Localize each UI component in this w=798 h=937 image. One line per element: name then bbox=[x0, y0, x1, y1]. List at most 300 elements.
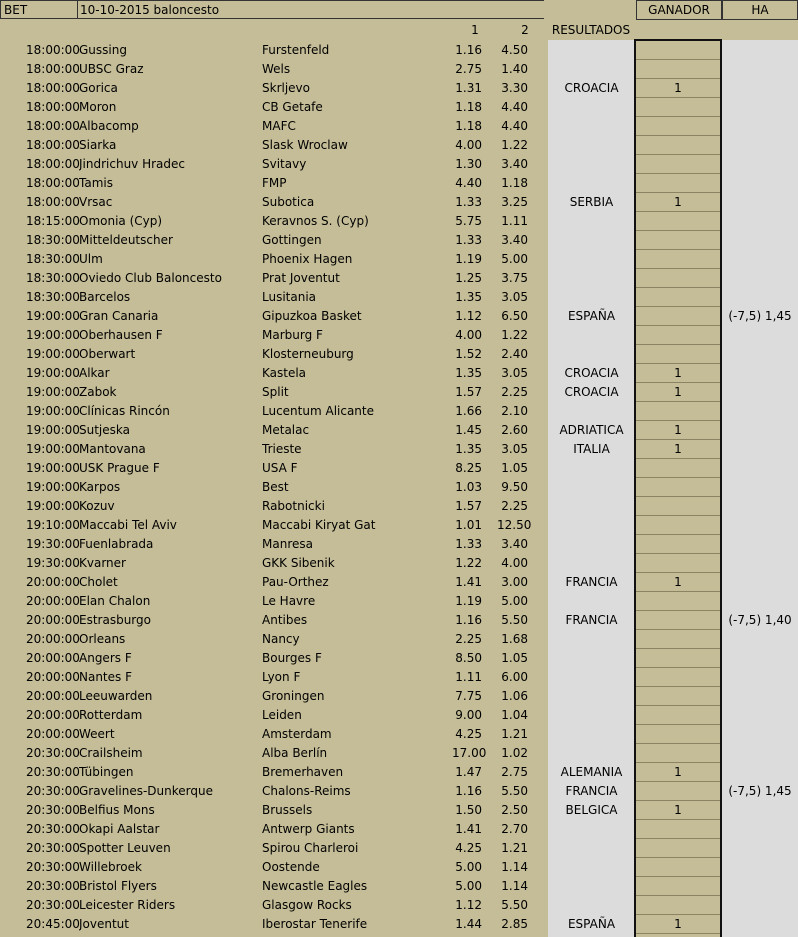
away-team-cell[interactable]: Slask Wroclaw bbox=[262, 138, 348, 152]
away-team-cell[interactable]: Antwerp Giants bbox=[262, 822, 355, 836]
home-team-cell[interactable]: Karpos bbox=[79, 480, 121, 494]
resultado-cell[interactable]: FRANCIA bbox=[565, 613, 618, 627]
ganador-cell[interactable]: 1 bbox=[636, 801, 720, 820]
home-team-cell[interactable]: Joventut bbox=[79, 917, 129, 931]
match-time-cell[interactable]: 19:00:00 bbox=[26, 423, 80, 437]
match-time-cell[interactable]: 20:30:00 bbox=[26, 822, 80, 836]
header-date-title[interactable]: 10-10-2015 baloncesto bbox=[78, 0, 544, 19]
resultado-cell[interactable]: CROACIA bbox=[564, 366, 619, 380]
match-time-cell[interactable]: 19:00:00 bbox=[26, 442, 80, 456]
home-team-cell[interactable]: Belfius Mons bbox=[79, 803, 155, 817]
away-team-cell[interactable]: Le Havre bbox=[262, 594, 316, 608]
home-team-cell[interactable]: Weert bbox=[79, 727, 115, 741]
ganador-cell[interactable] bbox=[636, 136, 720, 155]
resultado-cell[interactable]: FRANCIA bbox=[565, 575, 618, 589]
ganador-cell[interactable] bbox=[636, 497, 720, 516]
ganador-cell[interactable] bbox=[636, 174, 720, 193]
odd-2-cell[interactable]: 5.00 bbox=[501, 594, 528, 608]
odd-2-cell[interactable]: 1.11 bbox=[501, 214, 528, 228]
home-team-cell[interactable]: Spotter Leuven bbox=[79, 841, 171, 855]
odd-1-cell[interactable]: 8.25 bbox=[455, 461, 482, 475]
odd-2-cell[interactable]: 1.22 bbox=[501, 328, 528, 342]
home-team-cell[interactable]: Gussing bbox=[79, 43, 127, 57]
home-team-cell[interactable]: Ulm bbox=[79, 252, 103, 266]
home-team-cell[interactable]: Gran Canaria bbox=[79, 309, 159, 323]
home-team-cell[interactable]: UBSC Graz bbox=[79, 62, 144, 76]
match-time-cell[interactable]: 18:00:00 bbox=[26, 119, 80, 133]
odd-1-cell[interactable]: 1.22 bbox=[455, 556, 482, 570]
home-team-cell[interactable]: Oberhausen F bbox=[79, 328, 163, 342]
away-team-cell[interactable]: CB Getafe bbox=[262, 100, 323, 114]
match-time-cell[interactable]: 18:00:00 bbox=[26, 138, 80, 152]
resultado-cell[interactable]: ALEMANIA bbox=[560, 765, 623, 779]
away-team-cell[interactable]: Phoenix Hagen bbox=[262, 252, 353, 266]
odd-2-cell[interactable]: 6.00 bbox=[501, 670, 528, 684]
resultado-cell[interactable]: SERBIA bbox=[569, 195, 614, 209]
away-team-cell[interactable]: Gipuzkoa Basket bbox=[262, 309, 362, 323]
odd-1-cell[interactable]: 1.50 bbox=[455, 803, 482, 817]
away-team-cell[interactable]: Best bbox=[262, 480, 289, 494]
home-team-cell[interactable]: Alkar bbox=[79, 366, 110, 380]
match-time-cell[interactable]: 18:00:00 bbox=[26, 81, 80, 95]
home-team-cell[interactable]: Leeuwarden bbox=[79, 689, 153, 703]
odd-2-cell[interactable]: 3.05 bbox=[501, 366, 528, 380]
match-time-cell[interactable]: 18:30:00 bbox=[26, 271, 80, 285]
away-team-cell[interactable]: Keravnos S. (Cyp) bbox=[262, 214, 369, 228]
ganador-cell[interactable] bbox=[636, 706, 720, 725]
home-team-cell[interactable]: Vrsac bbox=[79, 195, 113, 209]
resultado-cell[interactable]: ESPAÑA bbox=[567, 917, 616, 931]
match-time-cell[interactable]: 20:00:00 bbox=[26, 727, 80, 741]
match-time-cell[interactable]: 20:00:00 bbox=[26, 594, 80, 608]
odd-1-cell[interactable]: 1.35 bbox=[455, 366, 482, 380]
home-team-cell[interactable]: Clínicas Rincón bbox=[79, 404, 170, 418]
odd-1-cell[interactable]: 7.75 bbox=[455, 689, 482, 703]
odd-2-cell[interactable]: 1.21 bbox=[501, 727, 528, 741]
odd-1-cell[interactable]: 1.66 bbox=[455, 404, 482, 418]
handicap-cell[interactable]: (-7,5) 1,45 bbox=[728, 784, 792, 798]
odd-2-cell[interactable]: 2.75 bbox=[501, 765, 528, 779]
odd-2-cell[interactable]: 2.85 bbox=[501, 917, 528, 931]
odd-1-cell[interactable]: 1.16 bbox=[455, 784, 482, 798]
odd-2-cell[interactable]: 1.06 bbox=[501, 689, 528, 703]
match-time-cell[interactable]: 19:00:00 bbox=[26, 480, 80, 494]
ganador-cell[interactable] bbox=[636, 269, 720, 288]
away-team-cell[interactable]: GKK Sibenik bbox=[262, 556, 335, 570]
away-team-cell[interactable]: FMP bbox=[262, 176, 287, 190]
ganador-cell[interactable]: 1 bbox=[636, 421, 720, 440]
ganador-cell[interactable] bbox=[636, 478, 720, 497]
match-time-cell[interactable]: 18:00:00 bbox=[26, 176, 80, 190]
away-team-cell[interactable]: Amsterdam bbox=[262, 727, 332, 741]
ganador-cell[interactable] bbox=[636, 744, 720, 763]
odd-2-cell[interactable]: 5.50 bbox=[501, 784, 528, 798]
away-team-cell[interactable]: Maccabi Kiryat Gat bbox=[262, 518, 376, 532]
away-team-cell[interactable]: Pau-Orthez bbox=[262, 575, 329, 589]
home-team-cell[interactable]: Tamis bbox=[79, 176, 113, 190]
away-team-cell[interactable]: Wels bbox=[262, 62, 291, 76]
odd-1-cell[interactable]: 1.31 bbox=[455, 81, 482, 95]
away-team-cell[interactable]: Alba Berlín bbox=[262, 746, 328, 760]
odd-1-cell[interactable]: 4.25 bbox=[455, 727, 482, 741]
away-team-cell[interactable]: Leiden bbox=[262, 708, 302, 722]
ganador-cell[interactable] bbox=[636, 592, 720, 611]
ganador-cell[interactable]: 1 bbox=[636, 383, 720, 402]
match-time-cell[interactable]: 20:30:00 bbox=[26, 803, 80, 817]
ganador-cell[interactable] bbox=[636, 231, 720, 250]
ganador-cell[interactable] bbox=[636, 877, 720, 896]
home-team-cell[interactable]: Siarka bbox=[79, 138, 117, 152]
odd-1-cell[interactable]: 1.45 bbox=[455, 423, 482, 437]
match-time-cell[interactable]: 20:00:00 bbox=[26, 575, 80, 589]
match-time-cell[interactable]: 20:00:00 bbox=[26, 670, 80, 684]
away-team-cell[interactable]: Lucentum Alicante bbox=[262, 404, 375, 418]
odd-2-cell[interactable]: 1.04 bbox=[501, 708, 528, 722]
ganador-cell[interactable] bbox=[636, 839, 720, 858]
odd-1-cell[interactable]: 1.44 bbox=[455, 917, 482, 931]
odd-2-cell[interactable]: 5.50 bbox=[501, 898, 528, 912]
odd-2-cell[interactable]: 1.21 bbox=[501, 841, 528, 855]
match-time-cell[interactable]: 19:00:00 bbox=[26, 309, 80, 323]
odd-1-cell[interactable]: 1.52 bbox=[455, 347, 482, 361]
resultado-cell[interactable]: CROACIA bbox=[564, 385, 619, 399]
odd-1-cell[interactable]: 1.35 bbox=[455, 442, 482, 456]
ganador-cell[interactable] bbox=[636, 117, 720, 136]
away-team-cell[interactable]: Bourges F bbox=[262, 651, 322, 665]
home-team-cell[interactable]: Barcelos bbox=[79, 290, 131, 304]
odd-2-cell[interactable]: 1.05 bbox=[501, 461, 528, 475]
odd-1-cell[interactable]: 1.57 bbox=[455, 385, 482, 399]
odd-1-cell[interactable]: 1.16 bbox=[455, 613, 482, 627]
header-bet-cell[interactable]: BET bbox=[0, 0, 78, 19]
odd-1-cell[interactable]: 1.18 bbox=[455, 119, 482, 133]
away-team-cell[interactable]: Klosterneuburg bbox=[262, 347, 354, 361]
home-team-cell[interactable]: Tübingen bbox=[79, 765, 134, 779]
home-team-cell[interactable]: Fuenlabrada bbox=[79, 537, 154, 551]
ganador-cell[interactable]: 1 bbox=[636, 193, 720, 212]
odd-2-cell[interactable]: 1.22 bbox=[501, 138, 528, 152]
match-time-cell[interactable]: 20:00:00 bbox=[26, 708, 80, 722]
odd-2-cell[interactable]: 4.40 bbox=[501, 119, 528, 133]
match-time-cell[interactable]: 20:00:00 bbox=[26, 651, 80, 665]
away-team-cell[interactable]: Trieste bbox=[262, 442, 302, 456]
odd-1-cell[interactable]: 2.25 bbox=[455, 632, 482, 646]
match-time-cell[interactable]: 20:45:00 bbox=[26, 917, 80, 931]
match-time-cell[interactable]: 20:30:00 bbox=[26, 841, 80, 855]
away-team-cell[interactable]: Marburg F bbox=[262, 328, 323, 342]
home-team-cell[interactable]: Kozuv bbox=[79, 499, 115, 513]
odd-1-cell[interactable]: 4.00 bbox=[455, 138, 482, 152]
match-time-cell[interactable]: 18:00:00 bbox=[26, 157, 80, 171]
match-time-cell[interactable]: 19:10:00 bbox=[26, 518, 80, 532]
ganador-cell[interactable] bbox=[636, 288, 720, 307]
odd-2-cell[interactable]: 1.40 bbox=[501, 62, 528, 76]
match-time-cell[interactable]: 19:30:00 bbox=[26, 556, 80, 570]
odd-1-cell[interactable]: 1.18 bbox=[455, 100, 482, 114]
ganador-cell[interactable] bbox=[636, 725, 720, 744]
ganador-cell[interactable] bbox=[636, 668, 720, 687]
odd-1-cell[interactable]: 17.00 bbox=[452, 746, 487, 760]
odd-1-cell[interactable]: 1.16 bbox=[455, 43, 482, 57]
away-team-cell[interactable]: MAFC bbox=[262, 119, 296, 133]
away-team-cell[interactable]: Furstenfeld bbox=[262, 43, 330, 57]
odd-2-cell[interactable]: 3.05 bbox=[501, 290, 528, 304]
odd-2-cell[interactable]: 3.40 bbox=[501, 233, 528, 247]
home-team-cell[interactable]: Kvarner bbox=[79, 556, 126, 570]
away-team-cell[interactable]: Rabotnicki bbox=[262, 499, 325, 513]
odd-1-cell[interactable]: 5.00 bbox=[455, 879, 482, 893]
odd-2-cell[interactable]: 1.02 bbox=[501, 746, 528, 760]
odd-2-cell[interactable]: 6.50 bbox=[501, 309, 528, 323]
ganador-cell[interactable] bbox=[636, 554, 720, 573]
odd-1-cell[interactable]: 4.25 bbox=[455, 841, 482, 855]
away-team-cell[interactable]: Metalac bbox=[262, 423, 310, 437]
ganador-cell[interactable] bbox=[636, 250, 720, 269]
odd-2-cell[interactable]: 4.00 bbox=[501, 556, 528, 570]
ganador-cell[interactable] bbox=[636, 326, 720, 345]
away-team-cell[interactable]: USA F bbox=[262, 461, 298, 475]
match-time-cell[interactable]: 18:30:00 bbox=[26, 290, 80, 304]
match-time-cell[interactable]: 18:00:00 bbox=[26, 43, 80, 57]
home-team-cell[interactable]: Crailsheim bbox=[79, 746, 143, 760]
home-team-cell[interactable]: Nantes F bbox=[79, 670, 132, 684]
ganador-cell[interactable] bbox=[636, 611, 720, 630]
odd-2-cell[interactable]: 1.18 bbox=[501, 176, 528, 190]
match-time-cell[interactable]: 18:30:00 bbox=[26, 252, 80, 266]
away-team-cell[interactable]: Newcastle Eagles bbox=[262, 879, 368, 893]
home-team-cell[interactable]: Sutjeska bbox=[79, 423, 130, 437]
odd-1-cell[interactable]: 1.11 bbox=[455, 670, 482, 684]
header-ganador[interactable]: GANADOR bbox=[636, 0, 722, 20]
ganador-cell[interactable] bbox=[636, 782, 720, 801]
match-time-cell[interactable]: 20:00:00 bbox=[26, 632, 80, 646]
away-team-cell[interactable]: Lusitania bbox=[262, 290, 317, 304]
home-team-cell[interactable]: Mitteldeutscher bbox=[79, 233, 173, 247]
away-team-cell[interactable]: Kastela bbox=[262, 366, 307, 380]
ganador-cell[interactable] bbox=[636, 630, 720, 649]
match-time-cell[interactable]: 20:00:00 bbox=[26, 689, 80, 703]
match-time-cell[interactable]: 20:30:00 bbox=[26, 765, 80, 779]
odd-2-cell[interactable]: 1.05 bbox=[501, 651, 528, 665]
ganador-cell[interactable]: 1 bbox=[636, 79, 720, 98]
ganador-cell[interactable] bbox=[636, 41, 720, 60]
match-time-cell[interactable]: 19:00:00 bbox=[26, 347, 80, 361]
ganador-cell[interactable] bbox=[636, 858, 720, 877]
home-team-cell[interactable]: Elan Chalon bbox=[79, 594, 151, 608]
match-time-cell[interactable]: 18:00:00 bbox=[26, 100, 80, 114]
odd-2-cell[interactable]: 5.50 bbox=[501, 613, 528, 627]
home-team-cell[interactable]: Jindrichuv Hradec bbox=[79, 157, 185, 171]
odd-1-cell[interactable]: 1.19 bbox=[455, 594, 482, 608]
match-time-cell[interactable]: 18:00:00 bbox=[26, 195, 80, 209]
match-time-cell[interactable]: 19:00:00 bbox=[26, 385, 80, 399]
odd-2-cell[interactable]: 2.60 bbox=[501, 423, 528, 437]
away-team-cell[interactable]: Prat Joventut bbox=[262, 271, 340, 285]
odd-1-cell[interactable]: 1.01 bbox=[455, 518, 482, 532]
away-team-cell[interactable]: Brussels bbox=[262, 803, 313, 817]
resultado-cell[interactable]: BELGICA bbox=[565, 803, 618, 817]
home-team-cell[interactable]: Orleans bbox=[79, 632, 126, 646]
ganador-cell[interactable] bbox=[636, 345, 720, 364]
ganador-cell[interactable]: 1 bbox=[636, 364, 720, 383]
odd-2-cell[interactable]: 9.50 bbox=[501, 480, 528, 494]
away-team-cell[interactable]: Antibes bbox=[262, 613, 308, 627]
home-team-cell[interactable]: Moron bbox=[79, 100, 117, 114]
ganador-cell[interactable] bbox=[636, 820, 720, 839]
home-team-cell[interactable]: Oviedo Club Baloncesto bbox=[79, 271, 222, 285]
ganador-cell[interactable] bbox=[636, 60, 720, 79]
home-team-cell[interactable]: USK Prague F bbox=[79, 461, 160, 475]
odd-2-cell[interactable]: 2.40 bbox=[501, 347, 528, 361]
odd-2-cell[interactable]: 3.75 bbox=[501, 271, 528, 285]
odd-2-cell[interactable]: 3.30 bbox=[501, 81, 528, 95]
odd-2-cell[interactable]: 4.50 bbox=[501, 43, 528, 57]
odd-2-cell[interactable]: 2.25 bbox=[501, 385, 528, 399]
resultado-cell[interactable]: ADRIATICA bbox=[559, 423, 624, 437]
header-ha[interactable]: HA bbox=[722, 0, 798, 20]
match-time-cell[interactable]: 20:00:00 bbox=[26, 613, 80, 627]
ganador-cell[interactable]: 1 bbox=[636, 440, 720, 459]
odd-2-cell[interactable]: 3.40 bbox=[501, 157, 528, 171]
odd-1-cell[interactable]: 1.35 bbox=[455, 290, 482, 304]
home-team-cell[interactable]: Oberwart bbox=[79, 347, 136, 361]
resultado-cell[interactable]: ESPAÑA bbox=[567, 309, 616, 323]
odd-2-cell[interactable]: 2.70 bbox=[501, 822, 528, 836]
handicap-cell[interactable]: (-7,5) 1,45 bbox=[728, 309, 792, 323]
odd-1-cell[interactable]: 1.12 bbox=[455, 309, 482, 323]
match-time-cell[interactable]: 19:00:00 bbox=[26, 499, 80, 513]
ganador-cell[interactable] bbox=[636, 155, 720, 174]
odd-1-cell[interactable]: 1.57 bbox=[455, 499, 482, 513]
ganador-cell[interactable] bbox=[636, 516, 720, 535]
ganador-cell[interactable]: 1 bbox=[636, 573, 720, 592]
match-time-cell[interactable]: 18:15:00 bbox=[26, 214, 80, 228]
odd-1-cell[interactable]: 1.33 bbox=[455, 233, 482, 247]
away-team-cell[interactable]: Glasgow Rocks bbox=[262, 898, 352, 912]
away-team-cell[interactable]: Subotica bbox=[262, 195, 315, 209]
match-time-cell[interactable]: 20:30:00 bbox=[26, 879, 80, 893]
home-team-cell[interactable]: Bristol Flyers bbox=[79, 879, 157, 893]
home-team-cell[interactable]: Albacomp bbox=[79, 119, 139, 133]
match-time-cell[interactable]: 20:30:00 bbox=[26, 746, 80, 760]
match-time-cell[interactable]: 19:30:00 bbox=[26, 537, 80, 551]
home-team-cell[interactable]: Zabok bbox=[79, 385, 117, 399]
odd-2-cell[interactable]: 5.00 bbox=[501, 252, 528, 266]
away-team-cell[interactable]: Groningen bbox=[262, 689, 325, 703]
match-time-cell[interactable]: 19:00:00 bbox=[26, 328, 80, 342]
odd-1-cell[interactable]: 1.33 bbox=[455, 195, 482, 209]
ganador-cell[interactable] bbox=[636, 402, 720, 421]
odd-1-cell[interactable]: 1.41 bbox=[455, 822, 482, 836]
home-team-cell[interactable]: Gorica bbox=[79, 81, 118, 95]
odd-2-cell[interactable]: 1.14 bbox=[501, 860, 528, 874]
odd-1-cell[interactable]: 8.50 bbox=[455, 651, 482, 665]
odd-2-cell[interactable]: 1.68 bbox=[501, 632, 528, 646]
odd-2-cell[interactable]: 3.05 bbox=[501, 442, 528, 456]
match-time-cell[interactable]: 19:00:00 bbox=[26, 404, 80, 418]
resultado-cell[interactable]: FRANCIA bbox=[565, 784, 618, 798]
header-odd-1[interactable]: 1 bbox=[471, 23, 479, 37]
odd-2-cell[interactable]: 3.25 bbox=[501, 195, 528, 209]
match-time-cell[interactable]: 20:30:00 bbox=[26, 860, 80, 874]
match-time-cell[interactable]: 19:00:00 bbox=[26, 366, 80, 380]
away-team-cell[interactable]: Gottingen bbox=[262, 233, 322, 247]
odd-2-cell[interactable]: 2.50 bbox=[501, 803, 528, 817]
odd-1-cell[interactable]: 1.30 bbox=[455, 157, 482, 171]
home-team-cell[interactable]: Rotterdam bbox=[79, 708, 143, 722]
odd-1-cell[interactable]: 1.41 bbox=[455, 575, 482, 589]
odd-2-cell[interactable]: 12.50 bbox=[497, 518, 532, 532]
resultado-cell[interactable]: ITALIA bbox=[573, 442, 610, 456]
match-time-cell[interactable]: 19:00:00 bbox=[26, 461, 80, 475]
away-team-cell[interactable]: Lyon F bbox=[262, 670, 301, 684]
ganador-cell[interactable] bbox=[636, 687, 720, 706]
home-team-cell[interactable]: Gravelines-Dunkerque bbox=[79, 784, 213, 798]
odd-1-cell[interactable]: 1.03 bbox=[455, 480, 482, 494]
match-time-cell[interactable]: 20:30:00 bbox=[26, 898, 80, 912]
home-team-cell[interactable]: Omonia (Cyp) bbox=[79, 214, 163, 228]
ganador-cell[interactable]: 1 bbox=[636, 763, 720, 782]
home-team-cell[interactable]: Cholet bbox=[79, 575, 118, 589]
ganador-cell[interactable]: 1 bbox=[636, 915, 720, 934]
odd-1-cell[interactable]: 1.19 bbox=[455, 252, 482, 266]
odd-2-cell[interactable]: 4.40 bbox=[501, 100, 528, 114]
odd-1-cell[interactable]: 1.25 bbox=[455, 271, 482, 285]
home-team-cell[interactable]: Mantovana bbox=[79, 442, 146, 456]
handicap-cell[interactable]: (-7,5) 1,40 bbox=[728, 613, 792, 627]
away-team-cell[interactable]: Iberostar Tenerife bbox=[262, 917, 368, 931]
resultado-cell[interactable]: CROACIA bbox=[564, 81, 619, 95]
away-team-cell[interactable]: Bremerhaven bbox=[262, 765, 344, 779]
match-time-cell[interactable]: 20:30:00 bbox=[26, 784, 80, 798]
ganador-cell[interactable] bbox=[636, 98, 720, 117]
away-team-cell[interactable]: Svitavy bbox=[262, 157, 307, 171]
ganador-cell[interactable] bbox=[636, 535, 720, 554]
odd-2-cell[interactable]: 3.00 bbox=[501, 575, 528, 589]
match-time-cell[interactable]: 18:30:00 bbox=[26, 233, 80, 247]
ganador-cell[interactable] bbox=[636, 307, 720, 326]
home-team-cell[interactable]: Willebroek bbox=[79, 860, 142, 874]
away-team-cell[interactable]: Spirou Charleroi bbox=[262, 841, 359, 855]
odd-2-cell[interactable]: 3.40 bbox=[501, 537, 528, 551]
away-team-cell[interactable]: Manresa bbox=[262, 537, 313, 551]
home-team-cell[interactable]: Estrasburgo bbox=[79, 613, 151, 627]
odd-1-cell[interactable]: 4.00 bbox=[455, 328, 482, 342]
odd-1-cell[interactable]: 4.40 bbox=[455, 176, 482, 190]
odd-1-cell[interactable]: 1.33 bbox=[455, 537, 482, 551]
odd-1-cell[interactable]: 9.00 bbox=[455, 708, 482, 722]
away-team-cell[interactable]: Chalons-Reims bbox=[262, 784, 351, 798]
ganador-cell[interactable] bbox=[636, 212, 720, 231]
odd-1-cell[interactable]: 1.47 bbox=[455, 765, 482, 779]
away-team-cell[interactable]: Oostende bbox=[262, 860, 320, 874]
header-odd-2[interactable]: 2 bbox=[521, 23, 529, 37]
odd-1-cell[interactable]: 2.75 bbox=[455, 62, 482, 76]
home-team-cell[interactable]: Angers F bbox=[79, 651, 132, 665]
match-time-cell[interactable]: 18:00:00 bbox=[26, 62, 80, 76]
away-team-cell[interactable]: Skrljevo bbox=[262, 81, 310, 95]
odd-2-cell[interactable]: 1.14 bbox=[501, 879, 528, 893]
away-team-cell[interactable]: Nancy bbox=[262, 632, 300, 646]
ganador-cell[interactable] bbox=[636, 896, 720, 915]
ganador-cell[interactable] bbox=[636, 649, 720, 668]
ganador-cell[interactable] bbox=[636, 459, 720, 478]
odd-2-cell[interactable]: 2.25 bbox=[501, 499, 528, 513]
away-team-cell[interactable]: Split bbox=[262, 385, 289, 399]
home-team-cell[interactable]: Okapi Aalstar bbox=[79, 822, 160, 836]
header-resultados[interactable]: RESULTADOS bbox=[551, 23, 631, 37]
odd-2-cell[interactable]: 2.10 bbox=[501, 404, 528, 418]
